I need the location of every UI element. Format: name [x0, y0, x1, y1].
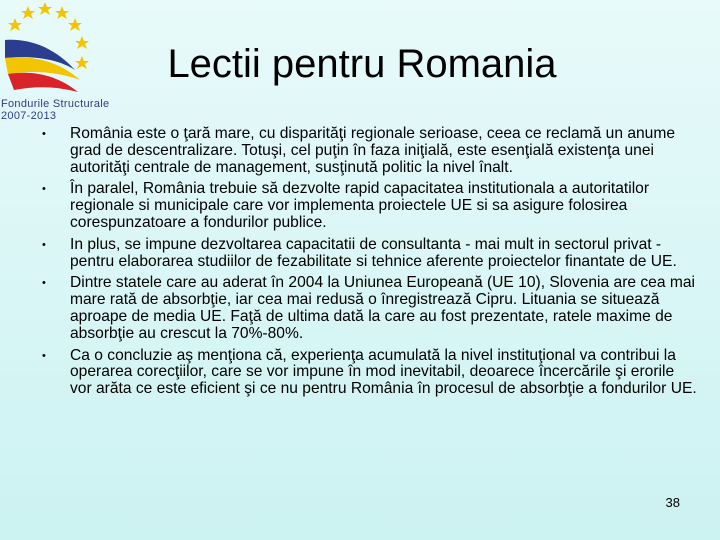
bullet-text: Ca o concluzie aş menţiona că, experienţa acumulată la nivel instituţional va contribui la operarea corecţiilor, care se vor impune în mod inevitabil, deoarece încercările şi erorile vor arăta ce este eficient şi ce nu pentru România în procesul de absorbţie a fondurilor UE.	[70, 346, 697, 398]
bullet-item	[40, 348, 700, 398]
bullet-text: România este o ţară mare, cu disparităţi regionale serioase, ceea ce reclamă un anume grad de descentralizare. Totuşi, cel puţin în faza iniţială, este esenţială existenţa unei autorităţi centrale de management, susţinută politic la nivel înalt.	[70, 125, 676, 176]
bullet-list	[40, 126, 700, 403]
bullet-item	[40, 126, 700, 176]
bullet-item	[40, 181, 700, 231]
bullet-text: Dintre statele care au aderat în 2004 la Uniunea Europeană (UE 10), Slovenia are cea mai mare rată de absorbţie, iar cea mai redusă o înregistrează Cipru. Lituania se situează aproape de media UE. Faţă de ultima dată la care au fost prezentate, ratele maxime de absorbţie au crescut la 70%-80%.	[70, 274, 695, 342]
page-number: 38	[665, 495, 680, 510]
bullet-item	[40, 237, 700, 271]
slide-title-text: Lectii pentru Romania	[167, 42, 557, 86]
bullet-dot-icon: •	[42, 349, 46, 362]
bullet-text: In plus, se impune dezvoltarea capacitatii de consultanta - mai mult in sectorul privat - pentru elaborarea studiilor de fezabilitate si tehnice aferente proiectelor finantate de UE.	[70, 235, 677, 270]
bullet-text: În paralel, România trebuie să dezvolte rapid capacitatea institutionala a autoritatilor regionale si municipale care vor implementa proiectele UE si sa asigure folosirea corespunzatoare a fondurilor publice.	[70, 180, 650, 231]
bullet-item	[40, 275, 700, 342]
bullet-dot-icon: •	[42, 238, 46, 251]
logo-years: 2007-2013	[1, 110, 57, 122]
bullet-dot-icon: •	[42, 277, 46, 290]
bullet-dot-icon: •	[42, 128, 46, 140]
bullet-dot-icon: •	[42, 183, 46, 196]
logo-caption: Fondurile Structurale	[1, 98, 110, 110]
slide-title	[0, 42, 720, 87]
